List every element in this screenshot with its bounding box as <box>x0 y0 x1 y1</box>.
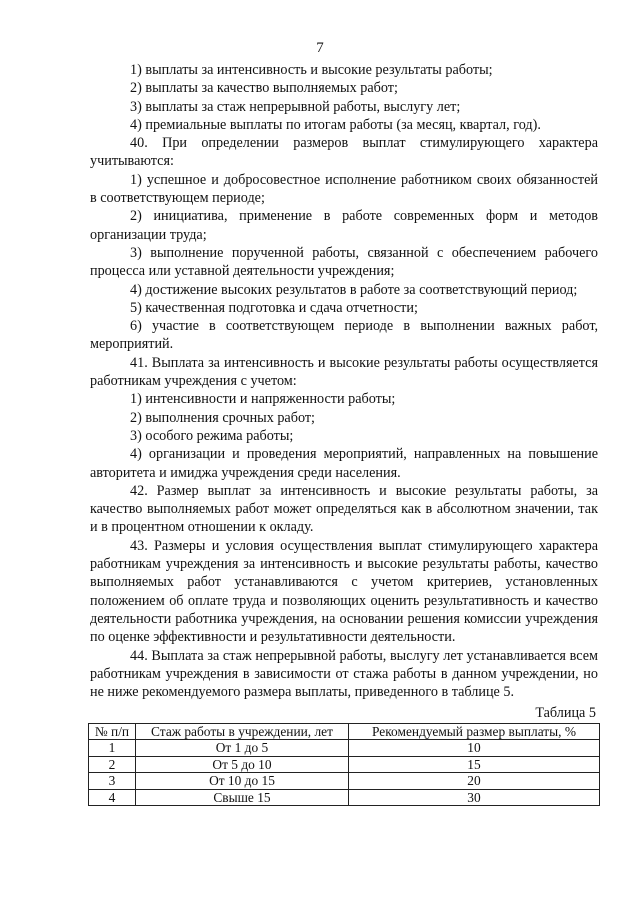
document-body <box>90 61 598 806</box>
paragraph: 4) достижение высоких результатов в работе за соответствующий период; <box>130 281 578 298</box>
paragraph: 2) выплаты за качество выполняемых работ; <box>130 80 398 97</box>
table-row <box>89 756 600 773</box>
paragraph: 1) успешное и добросовестное исполнение работником своих обязанностей в соответствующем периоде; <box>90 171 598 207</box>
paragraph: 4) премиальные выплаты по итогам работы (за месяц, квартал, год). <box>130 116 541 133</box>
page-number: 7 <box>316 40 324 56</box>
column-header-payment: Рекомендуемый размер выплаты, % <box>349 723 600 740</box>
column-header-experience: Стаж работы в учреждении, лет <box>136 723 349 740</box>
paragraph: 2) выполнения срочных работ; <box>130 409 315 426</box>
paragraph: 3) выполнение порученной работы, связанной с обеспечением рабочего процесса или уставной деятельности учреждения; <box>90 244 598 280</box>
row-number-cell: 2 <box>89 756 136 773</box>
paragraph: 1) выплаты за интенсивность и высокие результаты работы; <box>130 62 493 78</box>
row-number-cell: 4 <box>89 789 136 806</box>
paragraph: 3) особого режима работы; <box>130 427 294 444</box>
payment-cell: 30 <box>349 789 600 806</box>
paragraph: 44. Выплата за стаж непрерывной работы, выслугу лет устанавливается всем работникам учреждения в зависимости от стажа работы в данном учреждении, но не ниже рекомендуемого размера выплаты, приведенного в таблице 5. <box>90 647 598 701</box>
table-header-row <box>89 723 600 740</box>
experience-cell: От 5 до 10 <box>136 756 349 773</box>
table-row <box>89 740 600 757</box>
payment-cell: 10 <box>349 740 600 757</box>
paragraph: 5) качественная подготовка и сдача отчетности; <box>130 299 418 316</box>
table-row <box>89 789 600 806</box>
paragraph: 42. Размер выплат за интенсивность и высокие результаты работы, за качество выполняемых работ может определяться как в абсолютном значении, так и в процентном отношении к окладу. <box>90 482 598 536</box>
paragraph: 4) организации и проведения мероприятий, направленных на повышение авторитета и имиджа учреждения среди населения. <box>90 446 598 481</box>
paragraph: 3) выплаты за стаж непрерывной работы, выслугу лет; <box>130 98 461 115</box>
paragraph: 1) интенсивности и напряженности работы; <box>130 391 396 408</box>
experience-payment-table <box>88 723 600 807</box>
row-number-cell: 1 <box>89 740 136 757</box>
paragraph: 43. Размеры и условия осуществления выплат стимулирующего характера работникам учреждения за интенсивность и высокие результаты работы, качество выполняемых работ устанавливаются с учетом критериев, установленных положением об оплате труда и позволяющих оценить результативность и качество деятельности работника учреждения, на основании решения комиссии учреждения по оценке эффективности и результативности деятельности. <box>90 537 598 646</box>
paragraph: 6) участие в соответствующем периоде в выполнении важных работ, мероприятий. <box>90 318 598 353</box>
payment-cell: 15 <box>349 756 600 773</box>
table-row <box>89 773 600 790</box>
paragraph: 41. Выплата за интенсивность и высокие результаты работы осуществляется работникам учреждения с учетом: <box>90 354 598 390</box>
experience-cell: Свыше 15 <box>136 789 349 806</box>
paragraph: 2) инициатива, применение в работе современных форм и методов организации труда; <box>90 208 598 243</box>
experience-cell: От 1 до 5 <box>136 740 349 757</box>
row-number-cell: 3 <box>89 773 136 790</box>
experience-cell: От 10 до 15 <box>136 773 349 790</box>
paragraph: 40. При определении размеров выплат стимулирующего характера учитываются: <box>90 135 598 170</box>
payment-cell: 20 <box>349 773 600 790</box>
table-caption: Таблица 5 <box>535 705 596 722</box>
column-header-number: № п/п <box>89 723 136 740</box>
